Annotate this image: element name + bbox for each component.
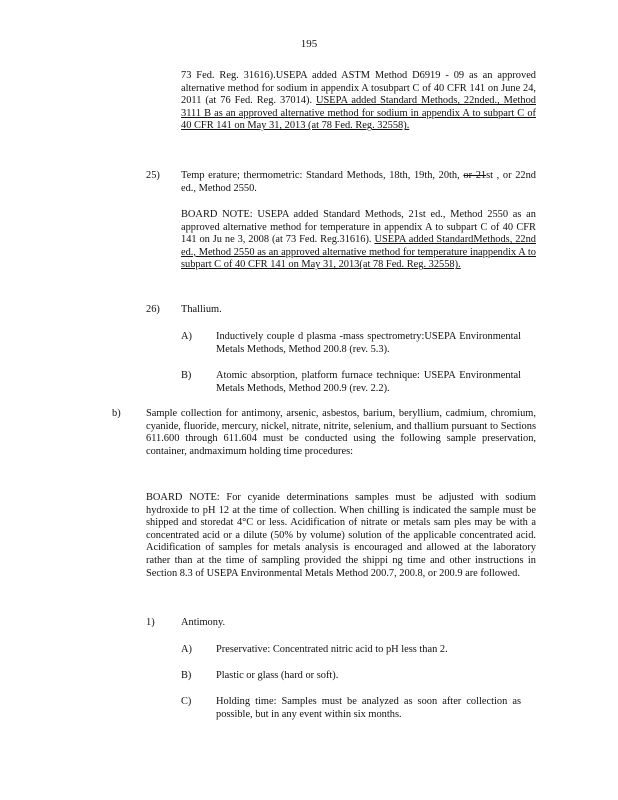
item-25-text-a: Temp erature; thermometric: Standard Methods, 18th, 19th, 20th, <box>181 170 460 181</box>
item-label-26: 26) <box>146 304 160 315</box>
subitem-label-b: B) <box>181 370 192 381</box>
struck-text: or 21 <box>463 170 487 181</box>
underlined-amendment: USEPA added StandardMethods, 22nd ed., Method 2550 as an approved alternative method for temperature inappendix A to subpart C of 40 CFR 141 on May 31, 2013(at 78 Fed. Reg. 32558). <box>181 234 536 271</box>
page-number: 195 <box>300 38 318 50</box>
board-note-text: BOARD NOTE: USEPA added Standard Methods, 21st ed., Method 2550 as an approved alternative method for temperature in appendix A to subpart C of 40 CFR 141 on Ju ne 3, 2008 (at 73 Fed. Reg.31616). <box>181 209 536 246</box>
item-label-25: 25) <box>146 170 160 181</box>
thallium-method-a: Inductively couple d plasma -mass spectrometry:USEPA Environmental Metals Methods, Method 200.8 (rev. 5.3). <box>216 331 521 355</box>
subitem-label-a: A) <box>181 331 192 342</box>
item-25-text-b: st , or 22nd ed., Method 2550. <box>181 170 536 194</box>
subitem-label-c: C) <box>181 696 192 707</box>
section-label-b: b) <box>112 408 121 419</box>
antimony-container: Plastic or glass (hard or soft). <box>216 670 339 681</box>
paragraph-text: 73 Fed. Reg. 31616).USEPA added ASTM Method D6919 - 09 as an approved alternative method for sodium in appendix A tosubpart C of 40 CFR 141 on June 24, 2011 (at 76 Fed. Reg. 37014). <box>181 70 536 107</box>
thallium-method-b: Atomic absorption, platform furnace technique: USEPA Environmental Metals Methods, Method 200.9 (rev. 2.2). <box>216 370 521 394</box>
sample-collection-paragraph: Sample collection for antimony, arsenic, asbestos, barium, beryllium, cadmium, chromium, cyanide, fluoride, mercury, nickel, nitrate, nitrite, selenium, and thallium pursuant to Sections 611.600 through 611.604 must be conducted using the following sample preservation, container, andmaximum holding time procedures: <box>146 408 536 457</box>
item-26-title: Thallium. <box>181 304 222 315</box>
board-note-temperature <box>181 209 536 272</box>
subitem-label-b: B) <box>181 670 192 681</box>
board-note-sample-collection: BOARD NOTE: For cyanide determinations samples must be adjusted with sodium hydroxide to pH 12 at the time of collection. When chilling is indicated the sample must be shipped and storedat 4°C or less. Acidification of nitrate or metals sam ples may be with a concentrated acid or a dilute (50% by volume) solution of the applicable concentrated acid. Acidification of samples for metals analysis is encouraged and allowed at the laboratory rather than at the time of sampling provided the shippi ng time and other instructions in Section 8.3 of USEPA Environmental Metals Method 200.7, 200.8, or 200.9 are followed. <box>146 492 536 579</box>
item-1-title: Antimony. <box>181 617 226 628</box>
item-25-text <box>181 170 536 195</box>
subitem-label-a: A) <box>181 644 192 655</box>
underlined-amendment: USEPA added Standard Methods, 22nded., Method 3111 B as an approved alternative method for sodium in appendix A to subpart C of 40 CFR 141 on May 31, 2013 (at 78 Fed. Reg. 32558). <box>181 95 536 132</box>
antimony-preservative: Preservative: Concentrated nitric acid to pH less than 2. <box>216 644 448 655</box>
item-label-1: 1) <box>146 617 155 628</box>
antimony-holding-time: Holding time: Samples must be analyzed as soon after collection as possible, but in any event within six months. <box>216 696 521 720</box>
continuation-paragraph <box>181 70 536 133</box>
